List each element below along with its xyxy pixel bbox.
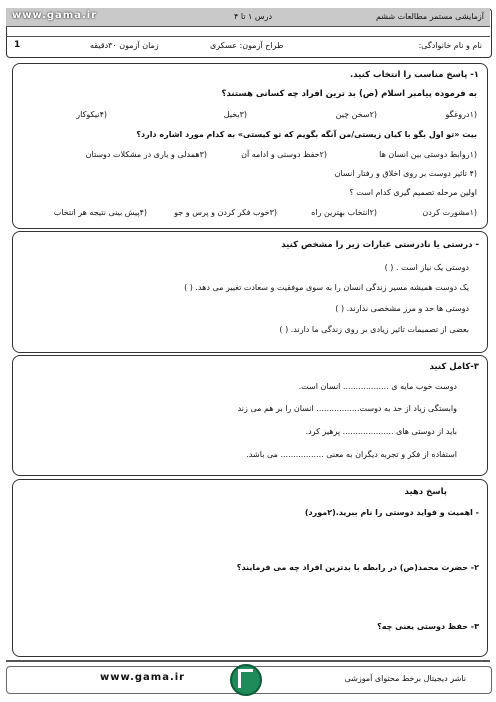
lessons-range: درس ۱ تا ۴ — [234, 12, 273, 21]
designer: طراح آزمون: عسکری — [210, 41, 284, 50]
q1-option-3[interactable]: (۳بخیل — [223, 110, 247, 119]
q1-option-1[interactable]: (۱دروغگو — [445, 110, 477, 119]
q2-option-3[interactable]: (۳همدلی و یاری در مشکلات دوستان — [85, 150, 207, 159]
q2-text: بیت «تو اول بگو با کیان زیستی/من آنگه بگویم که تو کیستی» به کدام مورد اشاره دارد؟ — [136, 130, 477, 139]
name-label: نام و نام خانوادگی: — [418, 41, 482, 50]
q3-option-3[interactable]: (۳خوب فکر کردن و پرس و جو — [174, 208, 277, 217]
footer-publisher: ناشر دیجیتال برخط محتوای آموزشی — [344, 674, 466, 683]
tf-item-4: بعضی از تصمیمات تاثیر زیادی بر روی زندگی ما دارند. ( ) — [279, 325, 469, 334]
q3-option-1[interactable]: (۱مشورت کردن — [422, 208, 477, 217]
blank-item-2: وابستگی زیاد از حد به دوست................. انسان را بر هم می زند — [237, 404, 457, 413]
section4-title: پاسخ دهید — [404, 487, 447, 497]
blank-item-3: باید از دوستی های .................... پرهیز کرد. — [305, 427, 457, 436]
q3-option-4[interactable]: (۴پیش بینی نتیجه هر انتخاب — [53, 208, 147, 217]
q3-text: اولین مرحله تصمیم گیری کدام است ؟ — [349, 188, 477, 197]
footer-divider — [6, 660, 490, 662]
sa-q3: ۳- حفظ دوستی یعنی چه؟ — [377, 622, 479, 631]
q3-option-2[interactable]: (۲انتخاب بهترین راه — [311, 208, 377, 217]
tf-item-3: دوستی ها حد و مرز مشخصی ندارند. ( ) — [335, 304, 469, 313]
duration: زمان آزمون ۳۰دقیقه — [90, 41, 159, 50]
sa-q1: - اهمیت و فواید دوستی را نام ببرید.(۲مورد) — [304, 508, 479, 517]
q1-option-4[interactable]: (۴نیکوکار — [76, 110, 107, 119]
sa-q2: ۲- حضرت محمد(ص) در رابطه با بدترین افراد چه می فرمایند؟ — [236, 563, 479, 572]
info-row — [6, 36, 490, 57]
q2-option-2[interactable]: (۲حفظ دوستی و ادامه آن — [241, 150, 327, 159]
q1-text: به فرموده پیامبر اسلام (ص) بد ترین افراد چه کسانی هستند؟ — [221, 89, 477, 99]
subject-title: آزمایشی مستمر مطالعات ششم — [375, 12, 484, 21]
gama-logo-mark — [238, 669, 253, 688]
header-site[interactable]: www.gama.ir — [12, 10, 98, 21]
q1-option-2[interactable]: (۲سخن چین — [335, 110, 377, 119]
page-number: 1 — [14, 40, 21, 50]
section-short-answer — [12, 479, 488, 657]
blank-item-4: استفاده از فکر و تجربه دیگران به معنی ................. می باشد. — [246, 450, 457, 459]
section2-title: - درستی یا نادرستی عبارات زیر را مشخص کنید — [281, 240, 479, 250]
q2-option-1[interactable]: (۱روابط دوستی بین انسان ها — [379, 150, 477, 159]
tf-item-1: دوستی یک نیاز است . ( ) — [384, 263, 469, 272]
blank-item-1: دوست خوب مایه ی .................. انسان است. — [298, 382, 457, 391]
section-multiple-choice — [12, 63, 488, 229]
section-true-false — [12, 231, 488, 353]
tf-item-2: یک دوست همیشه مسیر زندگی انسان را به سوی موفقیت و سعادت تغییر می دهد. ( ) — [184, 283, 469, 292]
section1-title: ۱- پاسخ مناسب را انتخاب کنید. — [350, 70, 479, 80]
footer-site[interactable]: www.gama.ir — [100, 672, 186, 683]
q2-option-4[interactable]: (۴ تاثیر دوست بر روی اخلاق و رفتار انسان — [334, 169, 477, 178]
section3-title: ۳-کامل کنید — [429, 362, 479, 372]
section-fill-blanks — [12, 355, 488, 476]
